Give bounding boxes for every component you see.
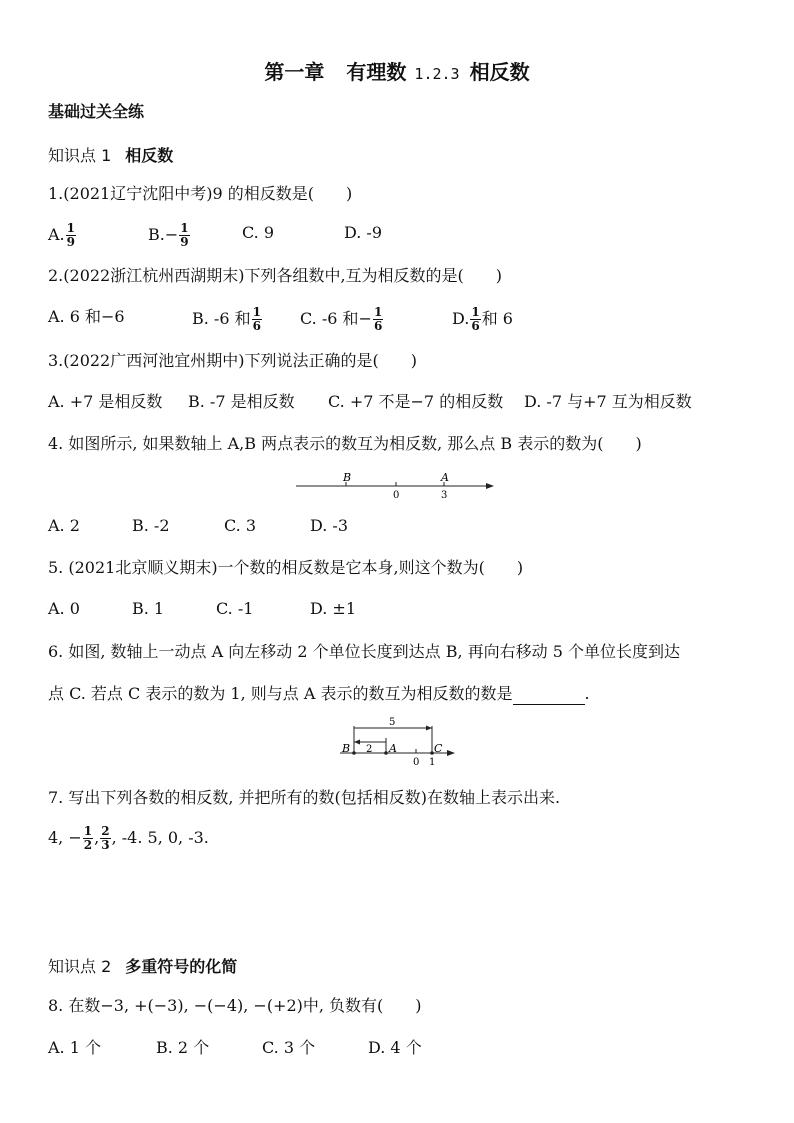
point-b-label: B [342, 742, 351, 755]
q8-option-b[interactable]: B. 2 个 [156, 1038, 210, 1057]
q8-option-d[interactable]: D. 4 个 [368, 1038, 422, 1057]
q2-option-d[interactable]: D. $\frac{1}{6}$ 和 6 [452, 305, 513, 333]
point-a-label: A [441, 471, 449, 484]
question-4-stem: 4. 如图所示, 如果数轴上 A,B 两点表示的数互为相反数, 那么点 B 表示的数为( ) [48, 434, 642, 453]
q3-option-a[interactable]: A. +7 是相反数 [48, 392, 163, 411]
section-topic: 相反数 [469, 60, 530, 84]
fraction: $\frac{1}{6}$ [471, 305, 480, 333]
point-c-label: C [434, 742, 443, 755]
knowledge-point-1 [48, 143, 173, 166]
fraction: $\frac{1}{2}$ [83, 824, 93, 852]
q4-option-c[interactable]: C. 3 [224, 516, 257, 535]
fraction: $\frac{1}{6}$ [252, 305, 261, 333]
point-b [352, 751, 356, 755]
q8-option-c[interactable]: C. 3 个 [262, 1038, 316, 1057]
point-a-label: A [389, 742, 397, 755]
number-line-arrow [447, 750, 455, 756]
point-b-label: B [343, 471, 352, 484]
knowledge-point-1-label: 知识点 1 [48, 146, 112, 165]
q1-option-c[interactable]: C. 9 [242, 223, 275, 242]
question-1-stem: 1.(2021辽宁沈阳中考)9 的相反数是( ) [48, 184, 353, 203]
one-label: 1 [429, 757, 436, 768]
fraction: $\frac{1}{9}$ [66, 221, 75, 249]
three-label: 3 [441, 490, 448, 501]
q5-option-d[interactable]: D. ±1 [310, 599, 357, 618]
fraction: $\frac{2}{3}$ [101, 824, 110, 852]
q1-option-d[interactable]: D. -9 [344, 223, 383, 242]
page-title [0, 56, 794, 85]
zero-label: 0 [393, 490, 400, 501]
q4-option-b[interactable]: B. -2 [132, 516, 170, 535]
q4-option-d[interactable]: D. -3 [310, 516, 349, 535]
q8-option-a[interactable]: A. 1 个 [48, 1038, 101, 1057]
fraction: $\frac{1}{6}$ [373, 305, 383, 333]
question-6-line-2: 点 C. 若点 C 表示的数为 1, 则与点 A 表示的数互为相反数的数是 . [48, 684, 590, 703]
q5-option-a[interactable]: A. 0 [48, 599, 80, 618]
question-8-stem: 8. 在数−3, +(−3), −(−4), −(+2)中, 负数有( ) [48, 996, 422, 1015]
q1-option-b[interactable]: B.− $\frac{1}{9}$ [148, 221, 189, 249]
chapter-label: 第一章 [264, 60, 325, 84]
point-a [384, 751, 388, 755]
question-7-number-list: 4, − $\frac{1}{2}$ , $\frac{2}{3}$ , -4. 5, 0, -3. [48, 824, 209, 852]
question-5-stem: 5. (2021北京顺义期末)一个数的相反数是它本身,则这个数为( ) [48, 558, 524, 577]
q5-option-b[interactable]: B. 1 [132, 599, 165, 618]
q1-option-a[interactable]: A. $\frac{1}{9}$ [48, 221, 75, 249]
q3-option-d[interactable]: D. -7 与+7 互为相反数 [524, 392, 692, 411]
q4-option-a[interactable]: A. 2 [48, 516, 80, 535]
bracket-two-arrow [354, 740, 360, 745]
five-label: 5 [389, 717, 396, 728]
section-heading: 基础过关全练 [48, 102, 145, 121]
question-6-number-line-figure [338, 716, 458, 768]
question-2-stem: 2.(2022浙江杭州西湖期末)下列各组数中,互为相反数的是( ) [48, 266, 503, 285]
answer-blank[interactable] [513, 688, 585, 705]
chapter-name: 有理数 [346, 60, 407, 84]
knowledge-point-2-label: 知识点 2 [48, 957, 112, 976]
q3-option-b[interactable]: B. -7 是相反数 [188, 392, 295, 411]
knowledge-point-1-title: 相反数 [125, 146, 174, 165]
question-6-line-1: 6. 如图, 数轴上一动点 A 向左移动 2 个单位长度到达点 B, 再向右移动 5 个单位长度到达 [48, 642, 680, 661]
q2-option-c[interactable]: C. -6 和− $\frac{1}{6}$ [300, 305, 383, 333]
bracket-five-arrow [426, 726, 432, 731]
two-label: 2 [366, 744, 373, 755]
question-3-stem: 3.(2022广西河池宜州期中)下列说法正确的是( ) [48, 351, 417, 370]
number-line-arrow [486, 483, 494, 489]
fraction: $\frac{1}{9}$ [180, 221, 189, 249]
knowledge-point-2 [48, 954, 237, 977]
q5-option-c[interactable]: C. -1 [216, 599, 254, 618]
question-7-stem: 7. 写出下列各数的相反数, 并把所有的数(包括相反数)在数轴上表示出来. [48, 788, 561, 807]
q3-option-c[interactable]: C. +7 不是−7 的相反数 [328, 392, 504, 411]
knowledge-point-2-title: 多重符号的化简 [125, 957, 238, 976]
q2-option-b[interactable]: B. -6 和 $\frac{1}{6}$ [192, 305, 261, 333]
q2-option-a[interactable]: A. 6 和−6 [48, 307, 125, 326]
section-number: 1.2.3 [414, 65, 460, 83]
question-4-number-line-figure [294, 470, 500, 504]
zero-label: 0 [413, 757, 420, 768]
